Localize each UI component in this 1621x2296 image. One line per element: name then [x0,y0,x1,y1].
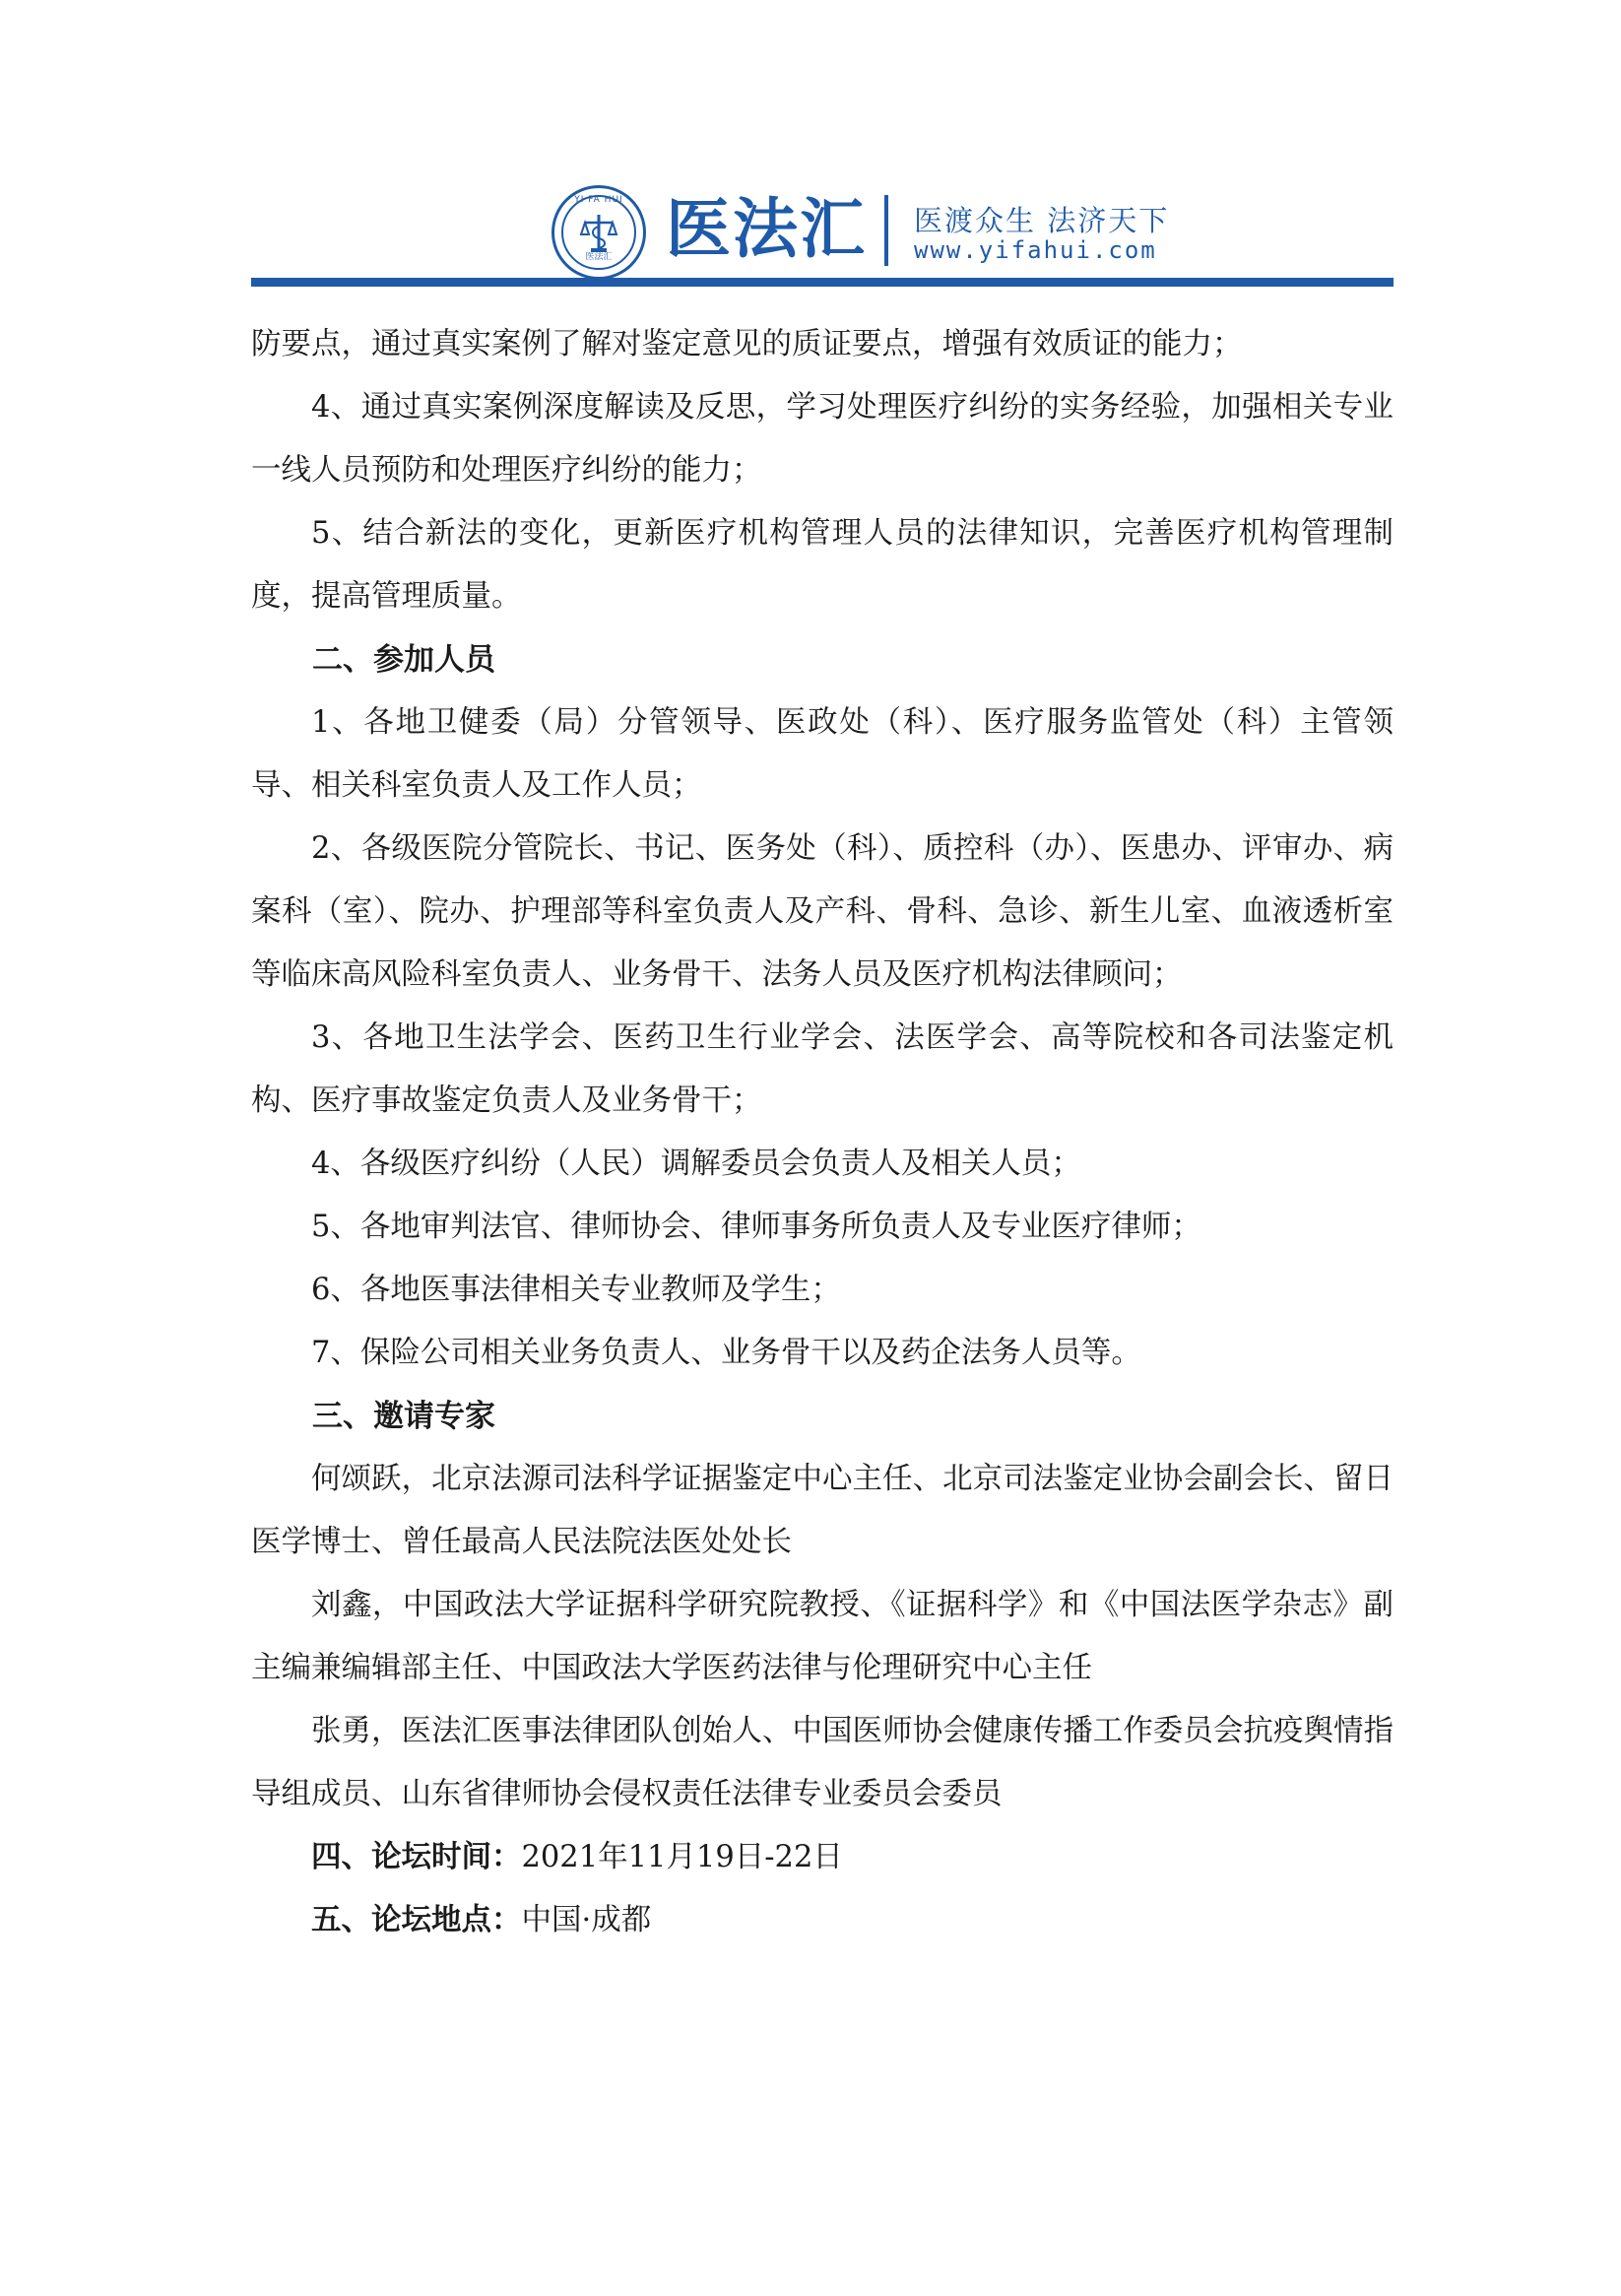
forum-time [251,1826,1394,1889]
participant-item: 1、各地卫健委（局）分管领导、医政处（科）、医疗服务监管处（科）主管领导、相关科室负责人及工作人员； [251,705,1394,803]
seal-bottom-text: 医法汇 [585,252,613,262]
forum-location-value: 中国·成都 [521,1903,652,1937]
seal-logo-icon [551,185,646,280]
section-heading-participants: 二、参加人员 [312,642,495,678]
forum-location-label: 五、论坛地点： [311,1903,522,1937]
expert-item: 张勇，医法汇医事法律团队创始人、中国医师协会健康传播工作委员会抗疫舆情指导组成员、山东省律师协会侵权责任法律专业委员会委员 [251,1714,1394,1811]
participant-item: 5、各地审判法官、律师协会、律师事务所负责人及专业医疗律师； [311,1210,1201,1244]
letterhead [0,0,1621,295]
forum-location [251,1889,1394,1952]
document-body [251,313,1394,1952]
forum-time-label: 四、论坛时间： [311,1840,522,1874]
scales-of-justice-icon [579,211,618,254]
participant-item: 3、各地卫生法学会、医药卫生行业学会、法医学会、高等院校和各司法鉴定机构、医疗事故鉴定负责人及业务骨干； [251,1020,1394,1118]
brand-name: 医法汇 [666,191,867,267]
header-divider [884,195,888,266]
continued-paragraph: 防要点，通过真实案例了解对鉴定意见的质证要点，增强有效质证的能力； [251,327,1243,361]
brand-url: www.yifahui.com [914,236,1157,264]
brand-slogan: 医渡众生 法济天下 [914,204,1170,237]
seal-top-text: YI FA HUI [574,195,623,205]
section-heading-experts: 三、邀请专家 [312,1399,495,1434]
header-rule [251,278,1394,287]
goal-item: 4、通过真实案例深度解读及反思，学习处理医疗纠纷的实务经验，加强相关专业一线人员预防和处理医疗纠纷的能力； [251,390,1394,488]
expert-item: 刘鑫，中国政法大学证据科学研究院教授、《证据科学》和《中国法医学杂志》副主编兼编辑部主任、中国政法大学医药法律与伦理研究中心主任 [251,1588,1394,1685]
participant-item: 6、各地医事法律相关专业教师及学生； [311,1273,841,1307]
expert-item: 何颂跃，北京法源司法科学证据鉴定中心主任、北京司法鉴定业协会副会长、留日医学博士、曾任最高人民法院法医处处长 [251,1462,1394,1559]
goal-item: 5、结合新法的变化，更新医疗机构管理人员的法律知识，完善医疗机构管理制度，提高管理质量。 [251,516,1394,614]
seal-ring [561,195,636,270]
participant-item: 4、各级医疗纠纷（人民）调解委员会负责人及相关人员； [311,1147,1081,1181]
participant-item: 2、各级医院分管院长、书记、医务处（科）、质控科（办）、医患办、评审办、病案科（室）、院办、护理部等科室负责人及产科、骨科、急诊、新生儿室、血液透析室等临床高风险科室负责人、业务骨干、法务人员及医疗机构法律顾问； [251,831,1394,992]
forum-time-value: 2021年11月19日-22日 [521,1840,843,1874]
participant-item: 7、保险公司相关业务负责人、业务骨干以及药企法务人员等。 [311,1336,1141,1370]
